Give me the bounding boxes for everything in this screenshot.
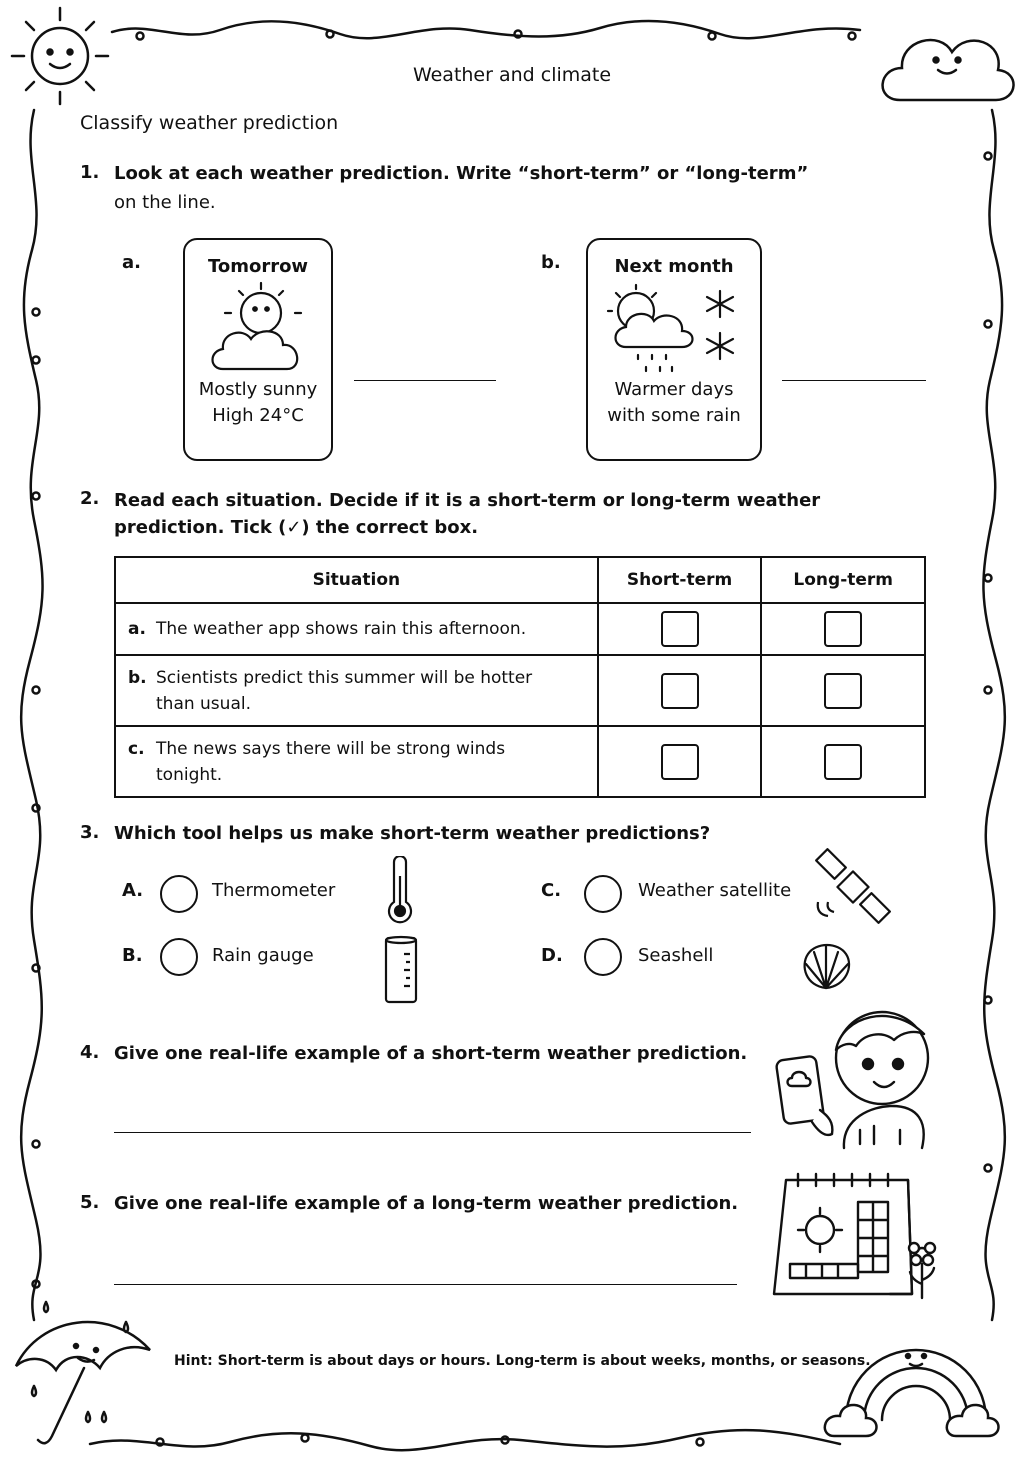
short-term-cell: [598, 726, 762, 797]
satellite-icon: [812, 846, 894, 928]
q5-number: 5.: [80, 1192, 100, 1213]
short-term-cell: [598, 655, 762, 726]
situation-cell: [115, 603, 598, 655]
long-term-cell: [761, 603, 925, 655]
situation-letter: b.: [128, 667, 147, 688]
q5-answer-line[interactable]: [114, 1284, 737, 1285]
sun-cloud-icon: [203, 281, 313, 377]
option-c-radio[interactable]: [584, 875, 622, 913]
card-b-line2: with some rain: [607, 405, 741, 426]
situation-text: The news says there will be strong winds: [156, 738, 506, 759]
q3-text: Which tool helps us make short-term weather predictions?: [114, 823, 711, 844]
q4-number: 4.: [80, 1042, 100, 1063]
column-short-term: Short-term: [598, 557, 762, 603]
q1-card-a: [183, 238, 333, 461]
q1-text-line2: on the line.: [114, 192, 216, 213]
page-title: Weather and climate: [412, 64, 612, 86]
situation-text-line2: tonight.: [156, 764, 223, 785]
situation-cell: [115, 655, 598, 726]
sun-icon: [12, 8, 108, 104]
table-header-row: [115, 557, 925, 603]
table-row: [115, 655, 925, 726]
card-b-heading: Next month: [614, 256, 734, 277]
option-b-radio[interactable]: [160, 938, 198, 976]
q4-answer-line[interactable]: [114, 1132, 751, 1133]
q1-card-b: [586, 238, 762, 461]
tick-box-short-term-b[interactable]: [661, 673, 699, 709]
situation-table: [114, 556, 926, 798]
q1-card-b-letter: b.: [541, 252, 561, 273]
card-a-line2: High 24°C: [212, 405, 304, 426]
card-a-line1: Mostly sunny: [198, 379, 318, 400]
option-d-letter: D.: [541, 945, 563, 966]
card-b-line1: Warmer days: [614, 379, 734, 400]
tick-box-long-term-a[interactable]: [824, 611, 862, 647]
q1-card-a-letter: a.: [122, 252, 141, 273]
umbrella-icon: [16, 1302, 150, 1443]
q2-text: Read each situation. Decide if it is a short-term or long-term weather: [114, 490, 821, 511]
tick-box-short-term-a[interactable]: [661, 611, 699, 647]
q2-text-line2: prediction. Tick (✓) the correct box.: [114, 517, 479, 538]
column-situation: Situation: [115, 557, 598, 603]
option-b-letter: B.: [122, 945, 143, 966]
situation-cell: [115, 726, 598, 797]
tick-box-short-term-c[interactable]: [661, 744, 699, 780]
rain-snow-icon: [602, 281, 746, 377]
card-a-heading: Tomorrow: [207, 256, 309, 277]
option-b-label: Rain gauge: [212, 945, 314, 966]
page-subtitle: Classify weather prediction: [80, 112, 339, 134]
q3-number: 3.: [80, 822, 100, 843]
situation-text: Scientists predict this summer will be hotter: [156, 667, 533, 688]
situation-letter: a.: [128, 619, 146, 639]
long-term-cell: [761, 726, 925, 797]
child-with-phone-icon: [772, 998, 948, 1150]
option-a-letter: A.: [122, 880, 144, 901]
q1-number: 1.: [80, 162, 100, 183]
table-row: [115, 603, 925, 655]
situation-text-line2: than usual.: [156, 693, 251, 714]
option-d-radio[interactable]: [584, 938, 622, 976]
long-term-cell: [761, 655, 925, 726]
q2-number: 2.: [80, 488, 100, 509]
option-c-label: Weather satellite: [638, 880, 792, 901]
tick-box-long-term-c[interactable]: [824, 744, 862, 780]
option-a-label: Thermometer: [212, 880, 336, 901]
q4-text: Give one real-life example of a short-term weather prediction.: [114, 1043, 748, 1064]
calendar-icon: [770, 1168, 946, 1304]
rain-gauge-icon: [382, 934, 420, 1006]
option-c-letter: C.: [541, 880, 562, 901]
tick-box-long-term-b[interactable]: [824, 673, 862, 709]
q5-text: Give one real-life example of a long-term weather prediction.: [114, 1193, 739, 1214]
situation-letter: c.: [128, 738, 145, 759]
q1-answer-line-a[interactable]: [354, 380, 496, 381]
short-term-cell: [598, 603, 762, 655]
seashell-icon: [798, 940, 854, 992]
q1-text: Look at each weather prediction. Write “short-term” or “long-term”: [114, 163, 809, 184]
option-a-radio[interactable]: [160, 875, 198, 913]
situation-text: The weather app shows rain this afternoon.: [156, 619, 527, 639]
column-long-term: Long-term: [761, 557, 925, 603]
thermometer-icon: [382, 856, 418, 926]
option-d-label: Seashell: [638, 945, 714, 966]
hint-text: Hint: Short-term is about days or hours. Long-term is about weeks, months, or seasons.: [174, 1353, 871, 1369]
q1-answer-line-b[interactable]: [782, 380, 926, 381]
table-row: [115, 726, 925, 797]
